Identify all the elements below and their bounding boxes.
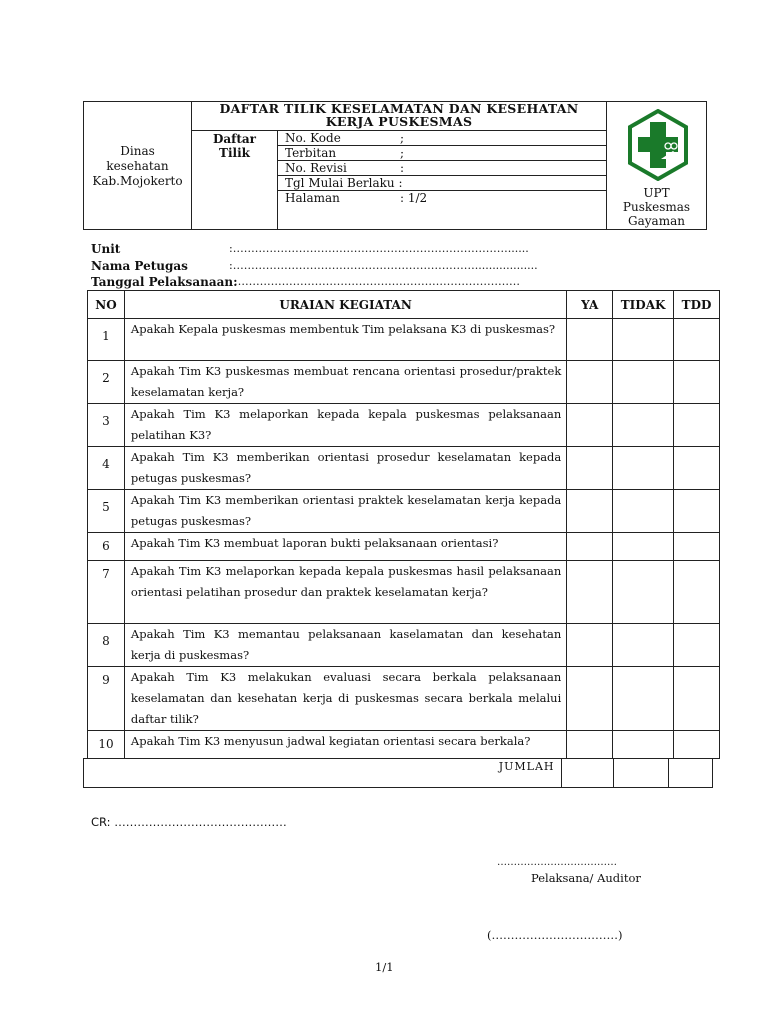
document-title [192,102,606,131]
header-ya: YA [567,291,613,319]
header-tidak: TIDAK [613,291,674,319]
table-row [88,447,720,490]
sub-line: Daftar [213,132,256,146]
jumlah-ya[interactable] [561,759,614,788]
row-number: 8 [88,624,125,667]
puskesmas-logo-icon [627,109,689,181]
tdd-checkbox[interactable] [674,361,720,404]
page-number: 1/1 [375,960,394,974]
header-tdd: TDD [674,291,720,319]
daftar-tilik-cell [192,131,278,230]
institution-line: Kab.Mojokerto [92,174,183,188]
tidak-checkbox[interactable] [613,319,674,361]
table-row [88,731,720,759]
row-number: 1 [88,319,125,361]
row-text: Apakah Tim K3 melakukan evaluasi secara berkala pelaksanaan keselamatan dan kesehatan kerja di puskesmas secara berkala melalui daftar tilik? [124,667,566,731]
cr-line: CR: ……………………………………… [91,815,287,829]
jumlah-tidak[interactable] [614,759,669,788]
table-row [88,404,720,447]
row-text: Apakah Tim K3 melaporkan kepada kepala puskesmas hasil pelaksanaan orientasi pelatihan prosedur dan praktek keselamatan kerja? [124,561,566,624]
row-text: Apakah Tim K3 melaporkan kepada kepala puskesmas pelaksanaan pelatihan K3? [124,404,566,447]
field-no-kode: No. Kode ; [278,131,606,146]
field-no-revisi: No. Revisi : [278,161,606,176]
ya-checkbox[interactable] [567,319,613,361]
tidak-checkbox[interactable] [613,667,674,731]
tdd-checkbox[interactable] [674,731,720,759]
tdd-checkbox[interactable] [674,624,720,667]
row-number: 6 [88,533,125,561]
ya-checkbox[interactable] [567,731,613,759]
table-row [88,533,720,561]
tdd-checkbox[interactable] [674,533,720,561]
tdd-checkbox[interactable] [674,404,720,447]
institution-cell [84,102,192,229]
unit-value: :…………………………………………………………………...... [229,242,529,255]
title-cell [192,102,607,229]
jumlah-tdd[interactable] [669,759,713,788]
header-uraian: URAIAN KEGIATAN [124,291,566,319]
ya-checkbox[interactable] [567,561,613,624]
row-number: 5 [88,490,125,533]
row-text: Apakah Kepala puskesmas membentuk Tim pelaksana K3 di puskesmas? [124,319,566,361]
checklist-table [87,290,720,759]
table-row [88,319,720,361]
tidak-checkbox[interactable] [613,561,674,624]
row-number: 3 [88,404,125,447]
institution-line: Dinas [120,144,155,158]
name-placeholder: (……………………………) [487,928,623,942]
ya-checkbox[interactable] [567,361,613,404]
tidak-checkbox[interactable] [613,361,674,404]
title-line: DAFTAR TILIK KESELAMATAN DAN KESEHATAN [219,101,579,116]
row-text: Apakah Tim K3 puskesmas membuat rencana orientasi prosedur/praktek keselamatan kerja? [124,361,566,404]
ya-checkbox[interactable] [567,667,613,731]
table-row [88,624,720,667]
tidak-checkbox[interactable] [613,624,674,667]
table-row [88,561,720,624]
ya-checkbox[interactable] [567,404,613,447]
tanggal-value: …………………………………………………………………… [234,275,520,288]
jumlah-row [84,759,713,788]
ya-checkbox[interactable] [567,533,613,561]
row-number: 2 [88,361,125,404]
petugas-value: :………………………………………………………….................. [229,259,538,272]
title-line: KERJA PUSKESMAS [325,114,473,129]
tanggal-label: Tanggal Pelaksanaan: [91,275,238,289]
organization-cell [607,102,706,229]
row-text: Apakah Tim K3 memberikan orientasi praktek keselamatan kerja kepada petugas puskesmas? [124,490,566,533]
jumlah-label: JUMLAH [84,759,562,788]
row-text: Apakah Tim K3 memantau pelaksanaan kaselamatan dan kesehatan kerja di puskesmas? [124,624,566,667]
institution-line: kesehatan [106,159,169,173]
tidak-checkbox[interactable] [613,490,674,533]
tdd-checkbox[interactable] [674,490,720,533]
document-header [83,101,707,230]
ya-checkbox[interactable] [567,490,613,533]
row-text: Apakah Tim K3 menyusun jadwal kegiatan orientasi secara berkala? [124,731,566,759]
tdd-checkbox[interactable] [674,447,720,490]
table-header-row [88,291,720,319]
tidak-checkbox[interactable] [613,731,674,759]
row-number: 10 [88,731,125,759]
tdd-checkbox[interactable] [674,667,720,731]
table-row [88,361,720,404]
sub-line: Tilik [219,146,250,160]
row-text: Apakah Tim K3 memberikan orientasi prosedur keselamatan kepada petugas puskesmas? [124,447,566,490]
tdd-checkbox[interactable] [674,561,720,624]
signature-label: Pelaksana/ Auditor [531,871,641,885]
org-line: Puskesmas [622,200,691,214]
org-line: Gayaman [628,214,685,228]
signature-line: ……………………………… [497,857,617,868]
unit-label: Unit [91,242,121,256]
tidak-checkbox[interactable] [613,404,674,447]
ya-checkbox[interactable] [567,624,613,667]
row-number: 4 [88,447,125,490]
field-tgl-mulai: Tgl Mulai Berlaku : [278,176,606,191]
jumlah-table [83,758,713,788]
document-fields [278,131,606,205]
tidak-checkbox[interactable] [613,447,674,490]
field-terbitan: Terbitan ; [278,146,606,161]
org-line: UPT [643,186,670,200]
petugas-label: Nama Petugas [91,259,188,273]
row-text: Apakah Tim K3 membuat laporan bukti pelaksanaan orientasi? [124,533,566,561]
tidak-checkbox[interactable] [613,533,674,561]
table-row [88,667,720,731]
row-number: 9 [88,667,125,731]
header-no: NO [88,291,125,319]
ya-checkbox[interactable] [567,447,613,490]
table-row [88,490,720,533]
field-halaman: Halaman : 1/2 [285,191,428,205]
row-number: 7 [88,561,125,624]
tdd-checkbox[interactable] [674,319,720,361]
